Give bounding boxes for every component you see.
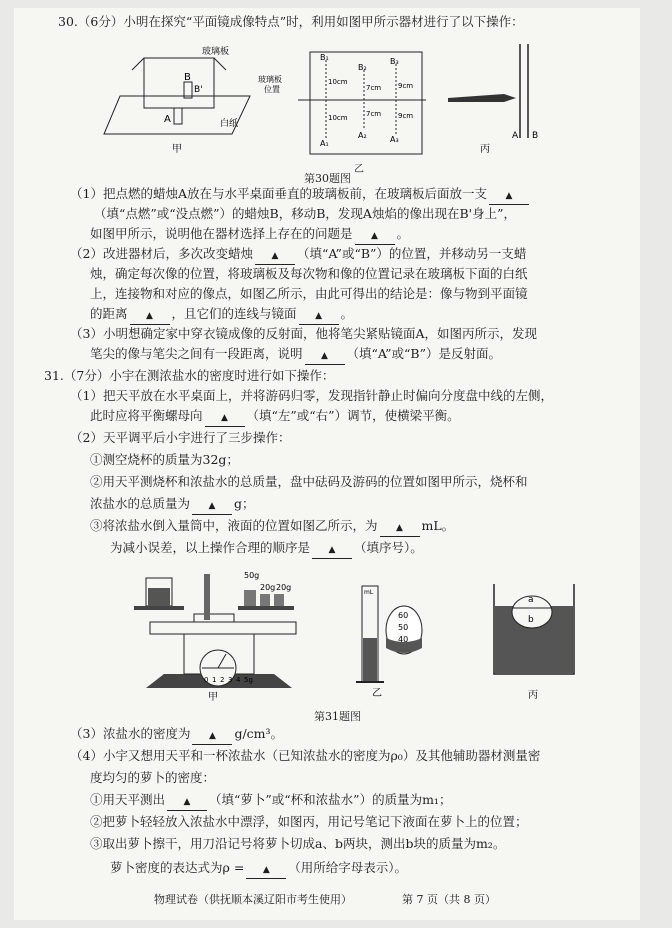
cyl-ml: mL (364, 589, 374, 596)
label-B2: B₂ (358, 63, 367, 72)
scale-3: 3 (228, 676, 233, 684)
dist-1-top: 10cm (328, 78, 348, 86)
mark-40: 40 (398, 635, 409, 644)
figure-31-yi (352, 578, 432, 698)
q30-p3-line2: 笔尖的像与笔尖之间有一段距离，说明 ▲ （填“A”或“B”）是反射面。 (90, 346, 501, 365)
fig-bing-label: 丙 (480, 144, 490, 155)
q30-p1-line3: 如图甲所示，说明他在器材选择上存在的问题是 ▲ 。 (90, 226, 409, 245)
answer-blank[interactable]: ▲ (255, 246, 295, 265)
fig-jia-label: 甲 (172, 144, 182, 155)
q30-p3-line1: （3）小明想确定家中穿衣镜成像的反射面，他将笔尖紧贴镜面A，如图丙所示，发现 (70, 326, 537, 341)
figure-31-jia (124, 564, 314, 704)
q30-p2-line1: （2）改进器材后，多次改变蜡烛 ▲ （填“A”或“B”）的位置，并移动另一支蜡 (70, 246, 526, 265)
q31-p2-line1: （2）天平调平后小宇进行了三步操作： (70, 430, 291, 445)
glass-label: 玻璃板 (202, 47, 230, 57)
dist-2-top: 7cm (366, 84, 382, 92)
answer-blank[interactable]: ▲ (489, 186, 529, 205)
footer-page: 第 7 页（共 8 页） (402, 893, 496, 906)
q30-p2-line4: 的距离 ▲ ，且它们的连线与镜面 ▲ 。 (90, 306, 353, 325)
label-A3: A₃ (390, 135, 399, 144)
weight-50g: 50g (244, 571, 260, 580)
label-A: A (164, 114, 171, 125)
scale-5g: 5g (244, 676, 253, 684)
answer-blank[interactable]: ▲ (246, 860, 286, 879)
answer-blank[interactable]: ▲ (192, 496, 232, 515)
label-B-prime: B' (194, 85, 203, 95)
q31-expression: 萝卜密度的表达式为ρ = ▲ （用所给字母表示）。 (110, 860, 407, 879)
scale-1: 1 (212, 676, 217, 684)
label-b: b (528, 615, 534, 625)
figure-31-bing (490, 578, 580, 708)
q31-step3: ③将浓盐水倒入量筒中，液面的位置如图乙所示，为 ▲ mL。 (90, 518, 454, 537)
label-B: B (184, 72, 191, 83)
fig31-yi-label: 乙 (372, 688, 382, 698)
q30-p2-line2: 烛，确定每次像的位置，将玻璃板及每次物和像的位置记录在玻璃板下面的白纸 (90, 266, 528, 281)
q31-p3: （3）浓盐水的密度为 ▲ g/cm³。 (70, 726, 283, 745)
figure-30-bing (434, 38, 554, 158)
answer-blank[interactable]: ▲ (130, 306, 170, 325)
q31-p4-line2: 度均匀的萝卜的密度： (90, 770, 216, 785)
q30-p1-line1: （1）把点燃的蜡烛A放在与水平桌面垂直的玻璃板前，在玻璃板后面放一支 ▲ (70, 186, 531, 205)
answer-blank[interactable]: ▲ (355, 226, 395, 245)
answer-blank[interactable]: ▲ (205, 408, 245, 427)
footer-left: 物理试卷（供抚顺本溪辽阳市考生使用） (154, 893, 352, 906)
weight-20g-2: 20g (276, 583, 292, 592)
label-B1: B₁ (320, 53, 329, 62)
dist-3-bottom: 9cm (398, 112, 414, 120)
q31-t3: ③取出萝卜擦干，用刀沿记号将萝卜切成a、b两块，测出b块的质量为m₂。 (90, 836, 506, 851)
figure-30-yi (258, 34, 428, 164)
glass-pos-2: 位置 (264, 85, 280, 94)
label-B3: B₃ (390, 57, 399, 66)
scale-4: 4 (236, 676, 241, 684)
answer-blank[interactable]: ▲ (192, 726, 232, 745)
fig-yi-label: 乙 (354, 164, 364, 175)
q31-step1: ①测空烧杯的质量为32g； (90, 452, 239, 467)
mirror-A: A (512, 131, 519, 141)
q31-p1-line1: （1）把天平放在水平桌面上，并将游码归零，发现指针静止时偏向分度盘中线的左侧， (70, 388, 553, 403)
q31-step2-line2: 浓盐水的总质量为 ▲ g； (90, 496, 255, 515)
dist-1-bottom: 10cm (328, 114, 348, 122)
figure-31-caption: 第31题图 (314, 710, 361, 723)
q31-step2-line1: ②用天平测烧杯和浓盐水的总质量，盘中砝码及游码的位置如图甲所示，烧杯和 (90, 474, 528, 489)
figure-30-caption: 第30题图 (304, 172, 351, 185)
fig31-jia-label: 甲 (208, 692, 218, 703)
paper-label: 白纸 (220, 119, 239, 129)
label-A1: A₁ (320, 139, 329, 148)
q31-order: 为减小误差，以上操作合理的顺序是 ▲ （填序号）。 (110, 540, 423, 559)
answer-blank[interactable]: ▲ (312, 540, 352, 559)
scale-0: 0 (204, 676, 209, 684)
mark-60: 60 (398, 611, 409, 620)
answer-blank[interactable]: ▲ (380, 518, 420, 537)
mirror-B: B (532, 131, 539, 141)
label-A2: A₂ (358, 131, 367, 140)
exam-page (14, 8, 640, 920)
answer-blank[interactable]: ▲ (167, 792, 207, 811)
q30-p2-line3: 上，连接物和对应的像点，如图乙所示，由此可得出的结论是：像与物到平面镜 (90, 286, 528, 301)
q31-t2: ②把萝卜轻轻放入浓盐水中漂浮，如图丙，用记号笔记下液面在萝卜上的位置； (90, 814, 528, 829)
q31-t1: ①用天平测出 ▲ （填“萝卜”或“杯和浓盐水”）的质量为m₁； (90, 792, 451, 811)
fig31-bing-label: 丙 (528, 690, 538, 701)
figure-30-jia (102, 36, 262, 156)
q31-header: 31.（7分）小宇在测浓盐水的密度时进行如下操作： (44, 368, 335, 383)
scale-2: 2 (220, 676, 225, 684)
dist-3-top: 9cm (398, 82, 414, 90)
q31-p4-line1: （4）小宇又想用天平和一杯浓盐水（已知浓盐水的密度为ρ₀）及其他辅助器材测量密 (70, 748, 541, 763)
weight-20g-1: 20g (260, 583, 276, 592)
answer-blank[interactable]: ▲ (299, 306, 339, 325)
glass-pos-1: 玻璃板 (258, 75, 282, 84)
q30-p1-line2: （填“点燃”或“没点燃”）的蜡烛B，移动B，发现A烛焰的像出现在B'身上”， (94, 206, 516, 221)
mark-50: 50 (398, 623, 409, 632)
label-a: a (528, 595, 534, 605)
q31-p1-line2: 此时应将平衡螺母向 ▲ （填“左”或“右”）调节，使横梁平衡。 (90, 408, 460, 427)
dist-2-bottom: 7cm (366, 110, 382, 118)
answer-blank[interactable]: ▲ (305, 346, 345, 365)
q30-header: 30.（6分）小明在探究“平面镜成像特点”时，利用如图甲所示器材进行了以下操作： (58, 14, 524, 29)
